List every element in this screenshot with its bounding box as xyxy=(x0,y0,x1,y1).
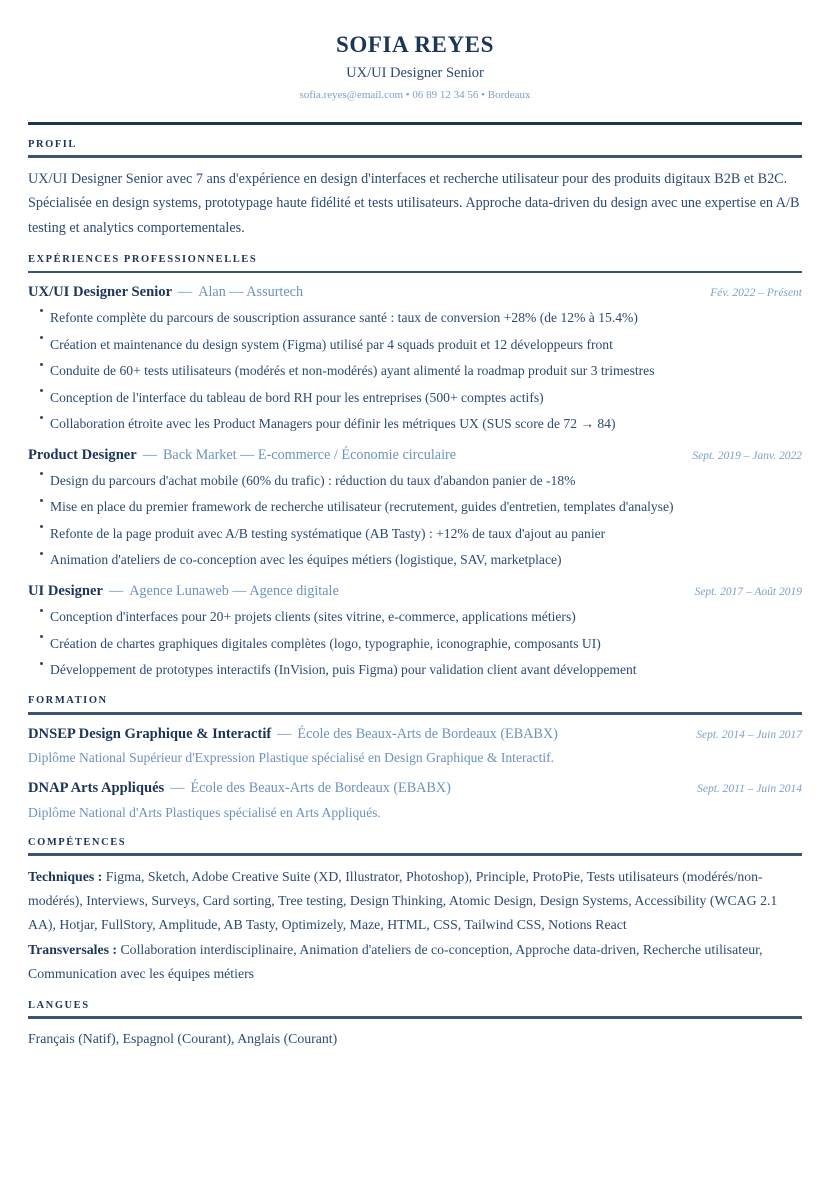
bullet-text: Design du parcours d'achat mobile (60% du trafic) : réduction du taux d'abandon panier de -18% xyxy=(50,472,576,488)
degree-school-separator: — xyxy=(277,725,292,742)
skill-group-techniques xyxy=(28,865,802,936)
job-title: UX/UI Designer Senior xyxy=(28,284,173,301)
bullet-dot-icon xyxy=(40,662,43,665)
experience-bullet-list xyxy=(28,606,802,681)
experience-date: Fév. 2022 – Présent xyxy=(710,287,802,300)
title-org-separator: — xyxy=(178,284,193,301)
education-entry-header xyxy=(28,724,802,745)
experience-bullet xyxy=(28,413,802,435)
bullet-text: Création de chartes graphiques digitales complètes (logo, typographie, iconographie, composants UI) xyxy=(50,635,601,651)
experience-entry-header xyxy=(28,282,802,303)
skill-group-label: Transversales : xyxy=(28,942,118,958)
section-rule-formation xyxy=(28,712,802,715)
bullet-dot-icon xyxy=(40,635,43,638)
skill-group-transversales xyxy=(28,938,802,985)
degree-title: DNAP Arts Appliqués xyxy=(28,779,165,796)
experience-bullet xyxy=(28,496,802,518)
bullet-dot-icon xyxy=(40,309,43,312)
experience-bullet xyxy=(28,606,802,628)
education-date: Sept. 2011 – Juin 2014 xyxy=(697,782,802,795)
bullet-dot-icon xyxy=(40,363,43,366)
experience-bullet xyxy=(28,470,802,492)
bullet-text: Développement de prototypes interactifs (InVision, puis Figma) pour validation client avant développement xyxy=(50,662,637,678)
education-entry xyxy=(28,778,802,823)
section-rule-profil xyxy=(28,155,802,158)
bullet-text: Refonte complète du parcours de souscription assurance santé : taux de conversion +28% (de 12% à 15.4%) xyxy=(50,310,638,326)
education-description: Diplôme National d'Arts Plastiques spécialisé en Arts Appliqués. xyxy=(28,804,381,820)
skill-group-value: Figma, Sketch, Adobe Creative Suite (XD, Illustrator, Photoshop), Principle, ProtoPie, Tests utilisateurs (modérés/non-modérés), Interviews, Surveys, Card sorting, Tree testing, Design Thinking, Atomic Design, Design Systems, Accessibility (WCAG 2.1 AA), Hotjar, FullStory, Amplitude, AB Tasty, Optimizely, Maze, HTML, CSS, Tailwind CSS, Notions React xyxy=(28,869,778,932)
section-title-competences: COMPÉTENCES xyxy=(28,836,127,848)
bullet-text: Refonte de la page produit avec A/B testing systématique (AB Tasty) : +12% de taux d'ajout au panier xyxy=(50,525,606,541)
experience-bullet xyxy=(28,633,802,655)
contact-line: sofia.reyes@email.com • 06 89 12 34 56 • Bordeaux xyxy=(299,89,531,102)
section-formation xyxy=(28,695,802,823)
experience-bullet xyxy=(28,659,802,681)
section-profil xyxy=(28,139,802,240)
profile-text: UX/UI Designer Senior avec 7 ans d'expérience en design d'interfaces et recherche utilisateur pour des produits digitaux B2B et B2C. Spécialisée en design systems, prototypage haute fidélité et tests utilisateurs. Approche data-driven du design avec une expertise en A/B testing et analytics comportementales. xyxy=(28,170,800,236)
education-entry-heading xyxy=(28,778,681,799)
resume-header xyxy=(28,26,802,113)
bullet-text: Création et maintenance du design system (Figma) utilisé par 4 squads produit et 12 développeurs front xyxy=(50,336,613,352)
section-title-experience: EXPÉRIENCES PROFESSIONNELLES xyxy=(28,254,258,266)
bullet-dot-icon xyxy=(40,472,43,475)
bullet-text: Conception d'interfaces pour 20+ projets clients (sites vitrine, e-commerce, applications métiers) xyxy=(50,609,576,625)
education-date: Sept. 2014 – Juin 2017 xyxy=(696,728,802,741)
bullet-dot-icon xyxy=(40,499,43,502)
bullet-text: Animation d'ateliers de co-conception avec les équipes métiers (logistique, SAV, marketplace) xyxy=(50,552,562,568)
experience-bullet-list xyxy=(28,307,802,435)
experience-bullet xyxy=(28,307,802,329)
section-competences xyxy=(28,837,802,986)
section-rule-langues xyxy=(28,1016,802,1019)
candidate-name: SOFIA REYES xyxy=(335,32,495,57)
bullet-text: Mise en place du premier framework de recherche utilisateur (recrutement, guides d'entretien, templates d'analyse) xyxy=(50,499,674,515)
education-entry-header xyxy=(28,778,802,799)
section-title-profil: PROFIL xyxy=(28,138,77,150)
section-experience xyxy=(28,254,802,681)
candidate-role: UX/UI Designer Senior xyxy=(346,64,484,81)
title-org-separator: — xyxy=(142,447,157,464)
degree-school-separator: — xyxy=(170,779,185,796)
skill-group-value: Collaboration interdisciplinaire, Animation d'ateliers de co-conception, Approche data-driven, Recherche utilisateur, Communication avec les équipes métiers xyxy=(28,942,763,981)
section-langues xyxy=(28,1000,802,1050)
languages-text: Français (Natif), Espagnol (Courant), Anglais (Courant) xyxy=(28,1030,338,1046)
header-divider xyxy=(28,122,802,125)
bullet-dot-icon xyxy=(40,525,43,528)
section-rule-competences xyxy=(28,853,802,856)
degree-title: DNSEP Design Graphique & Interactif xyxy=(28,725,272,742)
skill-group-label: Techniques : xyxy=(28,869,103,885)
experience-entry-heading xyxy=(28,581,679,602)
education-entry xyxy=(28,724,802,769)
experience-bullet xyxy=(28,549,802,571)
bullet-text: Conduite de 60+ tests utilisateurs (modérés et non-modérés) ayant alimenté la roadmap produit sur 3 trimestres xyxy=(50,363,655,379)
experience-entry xyxy=(28,282,802,435)
experience-bullet xyxy=(28,360,802,382)
school-name: École des Beaux-Arts de Bordeaux (EBABX) xyxy=(297,725,558,742)
experience-bullet-list xyxy=(28,470,802,572)
bullet-dot-icon xyxy=(40,552,43,555)
employer-name: Alan — Assurtech xyxy=(198,284,304,301)
experience-entry xyxy=(28,445,802,571)
experience-date: Sept. 2019 – Janv. 2022 xyxy=(692,450,802,463)
job-title: UI Designer xyxy=(28,583,103,600)
experience-bullet xyxy=(28,387,802,409)
title-org-separator: — xyxy=(109,583,124,600)
experience-entry-heading xyxy=(28,445,676,466)
bullet-text: Collaboration étroite avec les Product Managers pour définir les métriques UX (SUS score de 72 → 84) xyxy=(50,416,616,432)
experience-entry xyxy=(28,581,802,681)
section-rule-experience xyxy=(28,271,802,274)
section-title-langues: LANGUES xyxy=(28,999,90,1011)
school-name: École des Beaux-Arts de Bordeaux (EBABX) xyxy=(190,779,451,796)
education-description: Diplôme National Supérieur d'Expression Plastique spécialisé en Design Graphique & Interactif. xyxy=(28,750,555,766)
bullet-dot-icon xyxy=(40,609,43,612)
experience-bullet xyxy=(28,334,802,356)
experience-bullet xyxy=(28,523,802,545)
experience-entry-header xyxy=(28,581,802,602)
job-title: Product Designer xyxy=(28,447,137,464)
experience-entry-heading xyxy=(28,282,694,303)
bullet-text: Conception de l'interface du tableau de bord RH pour les entreprises (500+ comptes actifs) xyxy=(50,389,544,405)
bullet-dot-icon xyxy=(40,336,43,339)
experience-entry-header xyxy=(28,445,802,466)
experience-date: Sept. 2017 – Août 2019 xyxy=(694,586,802,599)
employer-name: Agence Lunaweb — Agence digitale xyxy=(129,583,339,600)
section-title-formation: FORMATION xyxy=(28,695,108,707)
education-entry-heading xyxy=(28,724,680,745)
bullet-dot-icon xyxy=(40,389,43,392)
employer-name: Back Market — E-commerce / Économie circulaire xyxy=(162,447,457,464)
bullet-dot-icon xyxy=(40,416,43,419)
